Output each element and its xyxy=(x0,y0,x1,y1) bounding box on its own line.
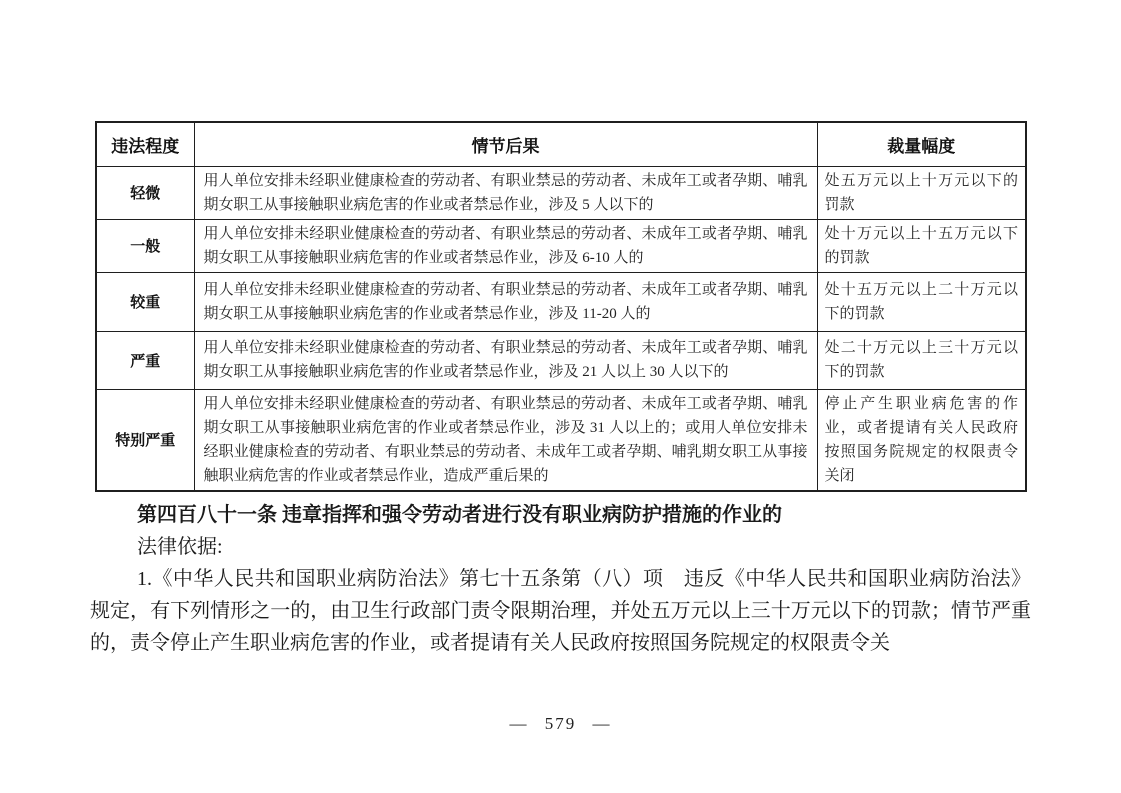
penalty-cell: 停止产生职业病危害的作业，或者提请有关人民政府按照国务院规定的权限责令关闭 xyxy=(817,389,1026,491)
degree-cell: 一般 xyxy=(96,219,194,272)
circumstance-cell: 用人单位安排未经职业健康检查的劳动者、有职业禁忌的劳动者、未成年工或者孕期、哺乳期女职工从事接触职业病危害的作业或者禁忌作业，涉及 31 人以上的；或用人单位安排未经职业健康检查的劳动者、有职业禁忌的劳动者、未成年工或者孕期、哺乳期女职工从事接触职业病危害的作业或者禁忌作业，造成严重后果的 xyxy=(194,389,817,491)
article-section xyxy=(90,499,1031,659)
table-row xyxy=(96,272,1026,331)
column-header-circumstance: 情节后果 xyxy=(194,122,817,166)
degree-cell: 轻微 xyxy=(96,166,194,219)
legal-basis-label: 法律依据: xyxy=(137,536,223,558)
table-row xyxy=(96,331,1026,389)
article-heading: 第四百八十一条 违章指挥和强令劳动者进行没有职业病防护措施的作业的 xyxy=(137,504,782,526)
table-header-row xyxy=(96,122,1026,166)
table-row xyxy=(96,389,1026,491)
circumstance-cell: 用人单位安排未经职业健康检查的劳动者、有职业禁忌的劳动者、未成年工或者孕期、哺乳期女职工从事接触职业病危害的作业或者禁忌作业，涉及 6-10 人的 xyxy=(194,219,817,272)
column-header-violation-degree: 违法程度 xyxy=(96,122,194,166)
circumstance-cell: 用人单位安排未经职业健康检查的劳动者、有职业禁忌的劳动者、未成年工或者孕期、哺乳期女职工从事接触职业病危害的作业或者禁忌作业，涉及 21 人以上 30 人以下的 xyxy=(194,331,817,389)
legal-basis-paragraph: 1.《中华人民共和国职业病防治法》第七十五条第（八）项 违反《中华人民共和国职业病防治法》规定，有下列情形之一的，由卫生行政部门责令限期治理，并处五万元以上三十万元以下的罚款；情节严重的，责令停止产生职业病危害的作业，或者提请有关人民政府按照国务院规定的权限责令关 xyxy=(90,568,1031,654)
degree-cell: 特别严重 xyxy=(96,389,194,491)
table-row xyxy=(96,219,1026,272)
degree-cell: 较重 xyxy=(96,272,194,331)
penalty-cell: 处二十万元以上三十万元以下的罚款 xyxy=(817,331,1026,389)
penalty-discretion-table xyxy=(95,121,1027,492)
column-header-discretion-range: 裁量幅度 xyxy=(817,122,1026,166)
circumstance-cell: 用人单位安排未经职业健康检查的劳动者、有职业禁忌的劳动者、未成年工或者孕期、哺乳期女职工从事接触职业病危害的作业或者禁忌作业，涉及 11-20 人的 xyxy=(194,272,817,331)
penalty-cell: 处十五万元以上二十万元以下的罚款 xyxy=(817,272,1026,331)
penalty-cell: 处十万元以上十五万元以下的罚款 xyxy=(817,219,1026,272)
table-row xyxy=(96,166,1026,219)
page-number: — 579 — xyxy=(509,714,612,733)
penalty-cell: 处五万元以上十万元以下的罚款 xyxy=(817,166,1026,219)
circumstance-cell: 用人单位安排未经职业健康检查的劳动者、有职业禁忌的劳动者、未成年工或者孕期、哺乳期女职工从事接触职业病危害的作业或者禁忌作业，涉及 5 人以下的 xyxy=(194,166,817,219)
degree-cell: 严重 xyxy=(96,331,194,389)
